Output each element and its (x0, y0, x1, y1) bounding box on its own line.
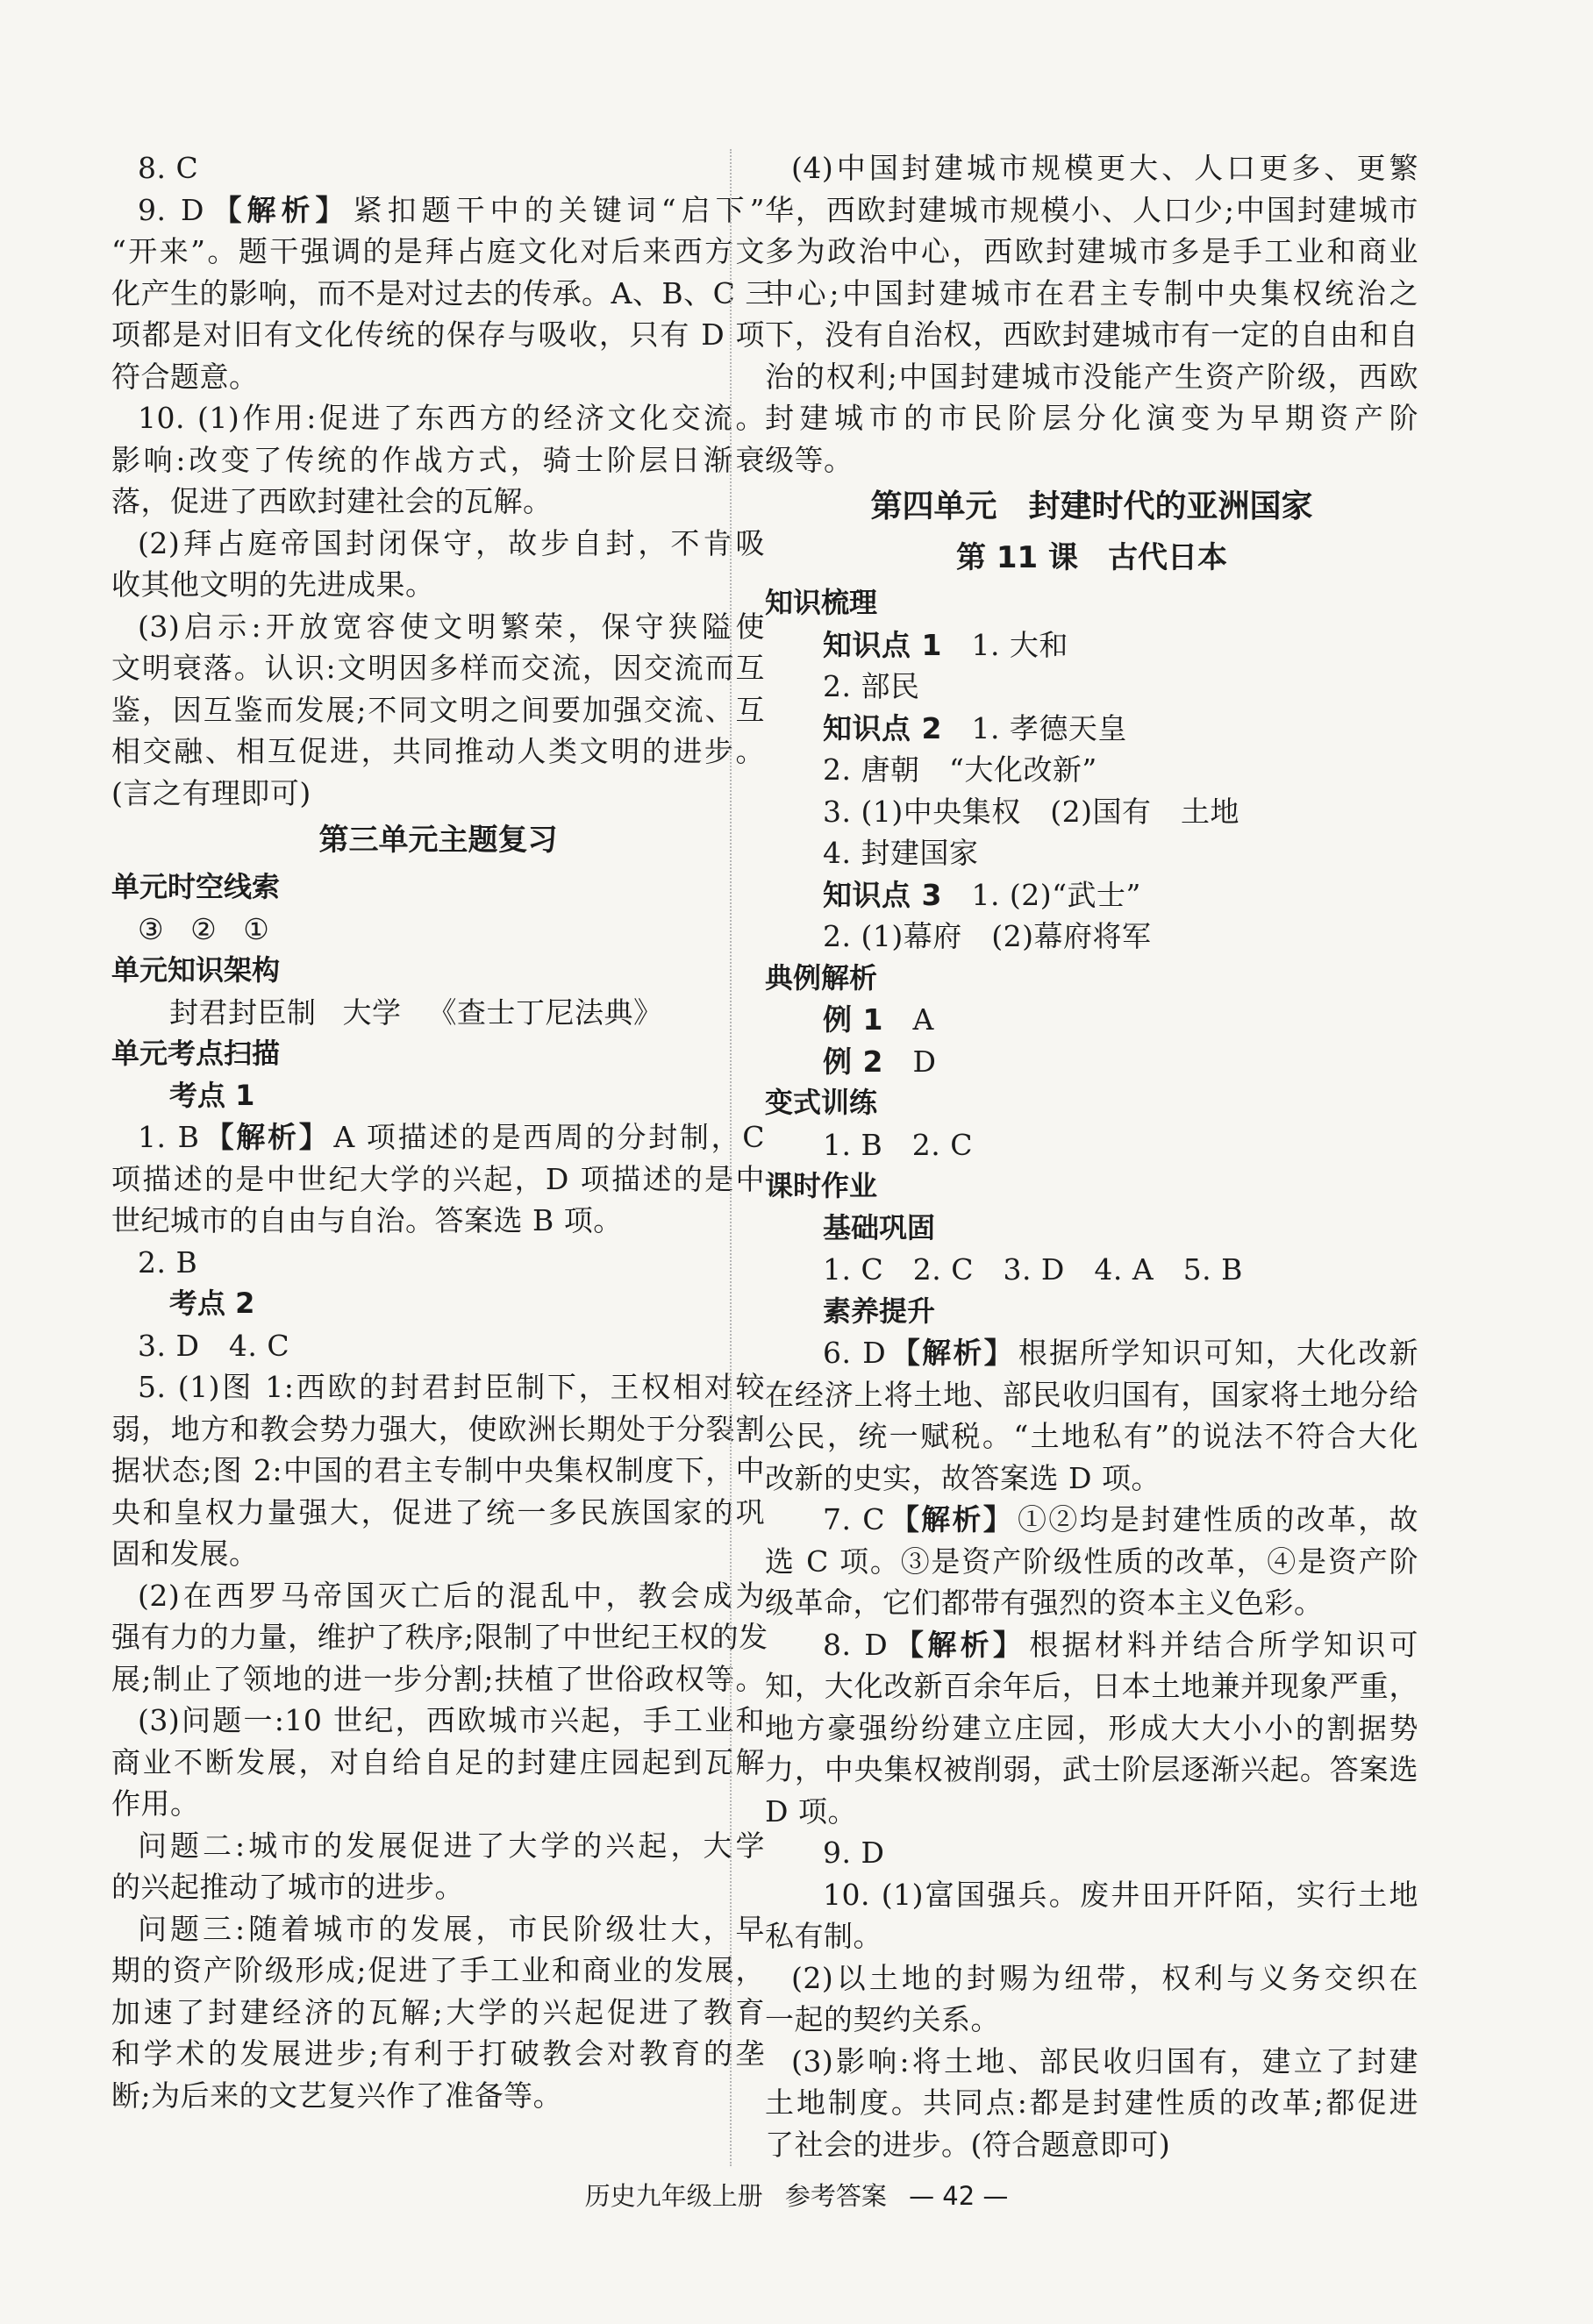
answer-10: 10. (1)富国强兵。废井田开阡陌，实行土地 (823, 1877, 1418, 1912)
framework-item: 封君封臣制 (169, 994, 317, 1030)
section-heading-knowledge: 知识梳理 (765, 586, 878, 619)
text-line: 加速了封建经济的瓦解;大学的兴起促进了教育 (111, 1994, 765, 2029)
basic-answers: 1. C 2. C 3. D 4. A 5. B (823, 1252, 1243, 1287)
text-line: 的兴起推动了城市的进步。 (111, 1870, 464, 1904)
text-line: (2)拜占庭帝国封闭保守，故步自封，不肯吸 (138, 525, 765, 560)
left-column (111, 147, 775, 2116)
section-heading-variants: 变式训练 (765, 1086, 878, 1119)
text-line: 问题二:城市的发展促进了大学的兴起，大学 (138, 1828, 765, 1863)
text-line: 鉴，因互鉴而发展;不同文明之间要加强交流、互 (111, 692, 765, 727)
unit4-heading: 第四单元 封建时代的亚洲国家 (870, 488, 1313, 524)
text-line: 强有力的力量，维护了秩序;限制了中世纪王权的发 (111, 1620, 768, 1654)
text-line: (4)中国封建城市规模更大、人口更多、更繁 (791, 151, 1418, 185)
page-footer (0, 2177, 1593, 2213)
section-heading-homework: 课时作业 (765, 1169, 878, 1202)
text-line: 符合题意。 (111, 359, 259, 394)
analysis-label: 【解析】 (207, 192, 350, 227)
text-line: 相交融、相互促进，共同推动人类文明的进步。 (111, 734, 765, 768)
section-heading-framework: 单元知识架构 (111, 953, 281, 987)
knowledge-point-1 (765, 624, 1418, 667)
variant-answers: 1. B 2. C (823, 1127, 973, 1162)
knowledge-point-3 (765, 874, 1418, 916)
answer-number: 9. D (138, 192, 204, 227)
text-line: 商业不断发展，对自给自足的封建庄园起到瓦解 (111, 1744, 765, 1779)
text-line: 展;制止了领地的进一步分割;扶植了世俗政权等。 (111, 1661, 765, 1696)
knowledge-text: 1. 大和 (971, 627, 1068, 662)
answer-number: 6. D (823, 1336, 887, 1370)
scan-answer-2: 2. B (138, 1244, 198, 1280)
subheading-improve: 素养提升 (823, 1294, 936, 1328)
answer-number: 7. C (823, 1502, 886, 1536)
text-line: 化产生的影响，而不是对过去的传承。A、B、C 三 (111, 275, 775, 310)
text-line: 固和发展。 (111, 1536, 259, 1571)
text-line: 和学术的发展进步;有利于打破教会对教育的垄 (111, 2036, 765, 2071)
text-line: 期的资产阶级形成;促进了手工业和商业的发展， (111, 1953, 765, 1987)
text-line: 弱，地方和教会势力强大，使欧洲长期处于分裂割 (111, 1411, 765, 1446)
knowledge-label: 知识点 2 (823, 710, 942, 745)
text-line: 一起的契约关系。 (765, 2002, 1000, 2036)
text-line: 中心;中国封建城市在君主专制中央集权统治之 (765, 275, 1418, 310)
text-line: 选 C 项。③是资产阶级性质的改革，④是资产阶 (765, 1543, 1418, 1579)
text-line: 问题三:随着城市的发展，市民阶级壮大，早 (138, 1911, 765, 1946)
text-line: 私有制。 (765, 1919, 882, 1953)
answer-7 (765, 1499, 1418, 1541)
text-line: (3)启示:开放宽容使文明繁荣，保守狭隘使 (138, 609, 765, 644)
example-label: 例 1 (823, 1002, 883, 1037)
text-line: “开来”。题干强调的是拜占庭文化对后来西方文 (111, 234, 765, 268)
subheading-basic: 基础巩固 (823, 1210, 936, 1244)
example-2 (765, 1041, 1418, 1083)
text-line: 在经济上将土地、部民收归国有，国家将土地分给 (765, 1377, 1418, 1412)
right-column (765, 147, 1418, 2165)
scan-answer-1 (111, 1116, 765, 1158)
text-line: 落，促进了西欧封建社会的瓦解。 (111, 484, 553, 518)
text-line: (言之有理即可) (111, 775, 311, 810)
example-1 (765, 999, 1418, 1041)
text-line: 级等。 (765, 442, 854, 477)
text-line: 断;为后来的文艺复兴作了准备等。 (111, 2078, 563, 2113)
analysis-label: 【解析】 (203, 1120, 331, 1154)
text-line: 项都是对旧有文化传统的保存与吸收，只有 D 项 (111, 317, 765, 352)
knowledge-text: 1. 孝德天皇 (971, 710, 1127, 745)
text-line: 了社会的进步。(符合题意即可) (765, 2127, 1171, 2162)
answer-number: 8. D (823, 1627, 889, 1662)
text-line: 收其他文明的先进成果。 (111, 567, 435, 602)
answer-text: A 项描述的是西周的分封制，C (333, 1120, 766, 1154)
text-line: 影响:改变了传统的作战方式，骑士阶层日渐衰 (111, 442, 765, 477)
column-divider (730, 149, 732, 2166)
answer-text: 紧扣题干中的关键词“启下” (353, 192, 765, 227)
text-line: 2. (1)幕府 (2)幕府将军 (823, 919, 1152, 953)
example-answer: D (912, 1044, 937, 1079)
text-line: (3)影响:将土地、部民收归国有，建立了封建 (791, 2043, 1418, 2078)
answer-text: 根据材料并结合所学知识可 (1029, 1627, 1419, 1662)
text-line: 封建城市的市民阶层分化演变为早期资产阶 (765, 401, 1418, 435)
text-line: 文明衰落。认识:文明因多样而交流，因交流而互 (111, 651, 765, 685)
example-label: 例 2 (823, 1044, 883, 1079)
framework-item: 《查士丁尼法典》 (427, 994, 663, 1030)
text-line: (2)以土地的封赐为纽带，权利与义务交织在 (791, 1960, 1418, 1995)
timeline-item: ③ (138, 911, 165, 946)
text-line: 地方豪强纷纷建立庄园，形成大大小小的割据势 (765, 1710, 1418, 1745)
text-line: 改新的史实，故答案选 D 项。 (765, 1460, 1161, 1495)
text-line: 央和皇权力量强大，促进了统一多民族国家的巩 (111, 1494, 765, 1529)
framework-answers (111, 992, 765, 1034)
exam-point-2: 考点 2 (169, 1287, 255, 1320)
analysis-label: 【解析】 (889, 1336, 1015, 1370)
footer-section: 参考答案 (784, 2181, 887, 2211)
timeline-answers (111, 909, 765, 951)
text-line: 世纪城市的自由与自治。答案选 B 项。 (111, 1203, 623, 1237)
knowledge-label: 知识点 3 (823, 877, 942, 912)
lesson-11-heading: 第 11 课 古代日本 (956, 540, 1227, 575)
text-line: 据状态;图 2:中国的君主专制中央集权制度下，中 (111, 1453, 765, 1487)
knowledge-point-2 (765, 708, 1418, 750)
answer-10: 10. (1)作用:促进了东西方的经济文化交流。 (138, 401, 765, 435)
scan-answer-3-4: 3. D 4. C (138, 1328, 290, 1363)
timeline-item: ② (190, 911, 218, 946)
text-line: 华，西欧封建城市规模小、人口少;中国封建城市 (765, 192, 1418, 227)
framework-item: 大学 (342, 994, 402, 1030)
text-line: 治的权利;中国封建城市没能产生资产阶级，西欧 (765, 359, 1418, 394)
analysis-label: 【解析】 (891, 1627, 1026, 1662)
text-line: 作用。 (111, 1786, 200, 1821)
scan-answer-5: 5. (1)图 1:西欧的封君封臣制下，王权相对较 (138, 1370, 765, 1404)
text-line: 力，中央集权被削弱，武士阶层逐渐兴起。答案选 (765, 1752, 1418, 1786)
answer-text: 根据所学知识可知，大化改新 (1018, 1336, 1419, 1370)
text-line: 2. 部民 (823, 669, 920, 703)
text-line: 3. (1)中央集权 (2)国有 土地 (823, 794, 1239, 829)
text-line: 级革命，它们都带有强烈的资本主义色彩。 (765, 1586, 1324, 1620)
text-line: 4. 封建国家 (823, 836, 979, 870)
answer-9 (111, 189, 765, 232)
section-heading-examples: 典例解析 (765, 960, 878, 994)
section-heading-timeline: 单元时空线索 (111, 870, 281, 903)
page-number: — 42 — (909, 2181, 1009, 2211)
answer-number: 1. B (138, 1120, 200, 1154)
text-line: 下，没有自治权，西欧封建城市有一定的自由和自 (765, 317, 1418, 352)
text-line: 知，大化改新百余年后，日本土地兼并现象严重， (765, 1669, 1418, 1703)
answer-8 (765, 1624, 1418, 1666)
timeline-item: ① (243, 911, 270, 946)
section-heading-scan: 单元考点扫描 (111, 1037, 281, 1070)
answer-8: 8. C (138, 151, 199, 185)
analysis-label: 【解析】 (889, 1502, 1014, 1536)
text-line: 项描述的是中世纪大学的兴起，D 项描述的是中 (111, 1161, 765, 1196)
text-line: 公民，统一赋税。“土地私有”的说法不符合大化 (765, 1419, 1418, 1453)
knowledge-label: 知识点 1 (823, 627, 942, 662)
footer-subject: 历史九年级上册 (584, 2181, 763, 2211)
example-answer: A (912, 1002, 934, 1037)
answer-text: ①②均是封建性质的改革，故 (1018, 1502, 1419, 1536)
text-line: 土地制度。共同点:都是封建性质的改革;都促进 (765, 2085, 1418, 2120)
knowledge-text: 1. (2)“武士” (971, 877, 1141, 912)
text-line: (3)问题一:10 世纪，西欧城市兴起，手工业和 (138, 1703, 765, 1737)
unit3-review-heading: 第三单元主题复习 (318, 823, 558, 858)
text-line: 2. 唐朝 “大化改新” (823, 752, 1097, 787)
answer-9: 9. D (823, 1836, 885, 1870)
answer-6 (765, 1332, 1418, 1374)
text-line: 多为政治中心，西欧封建城市多是手工业和商业 (765, 234, 1418, 268)
text-line: D 项。 (765, 1793, 857, 1829)
exam-point-1: 考点 1 (169, 1078, 255, 1112)
text-line: (2)在西罗马帝国灭亡后的混乱中，教会成为 (138, 1578, 765, 1613)
